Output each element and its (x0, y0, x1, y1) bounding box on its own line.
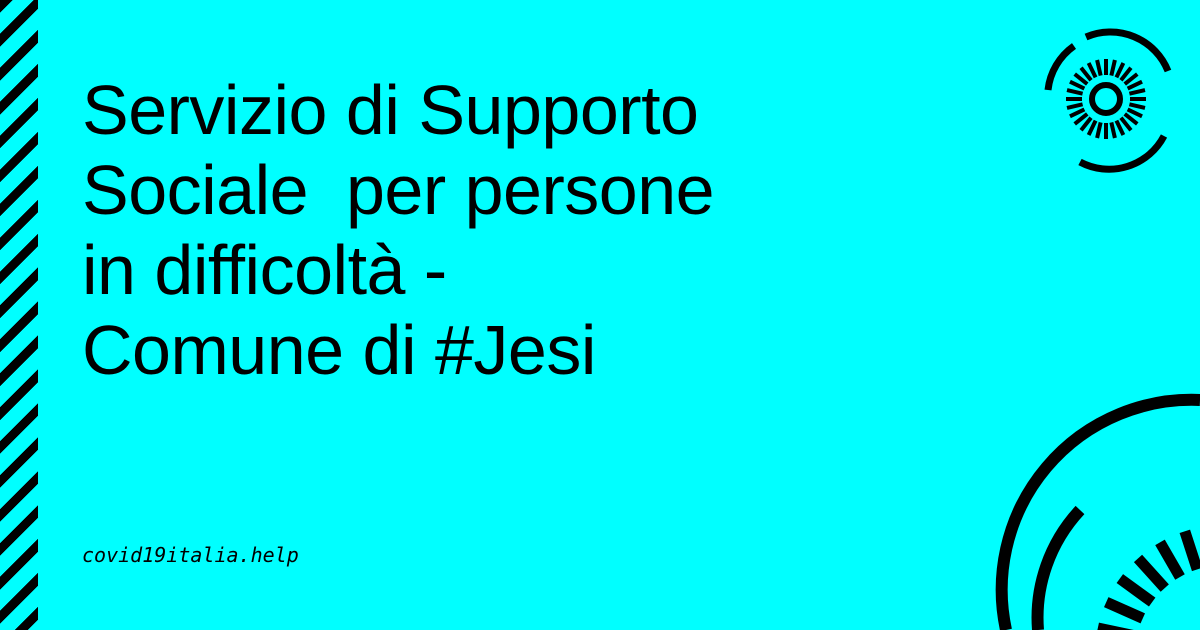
burst-tick (1089, 63, 1096, 77)
burst-tick (1070, 82, 1084, 89)
title-line-1: Servizio di Supporto (82, 71, 699, 149)
burst-tick (1067, 90, 1083, 94)
radial-burst-icon (1036, 24, 1176, 184)
burst-tick (1097, 122, 1101, 138)
site-url: covid19italia.help (82, 543, 299, 567)
title-line-4: Comune di #Jesi (82, 311, 596, 389)
burst-tick (1138, 558, 1165, 588)
burst-tick (1116, 121, 1123, 135)
burst-tick (1111, 60, 1115, 76)
burst-tick (1185, 531, 1197, 569)
radial-burst-icon (990, 380, 1200, 630)
title-line-2: Sociale per persone (82, 151, 715, 229)
burst-tick (1129, 104, 1145, 108)
burst-tick (1129, 90, 1145, 94)
burst-tick (1089, 121, 1096, 135)
burst-tick (1160, 542, 1180, 577)
burst-tick (1120, 579, 1152, 603)
burst-tick (1128, 109, 1142, 116)
burst-tick (1070, 109, 1084, 116)
title-line-3: in difficoltà - (82, 231, 447, 309)
diagonal-stripe-band (0, 0, 38, 630)
page-title (82, 70, 1022, 390)
burst-tick (1106, 602, 1143, 618)
burst-tick (1067, 104, 1083, 108)
burst-tick (1116, 63, 1123, 77)
burst-tick (1097, 60, 1101, 76)
burst-tick (1128, 82, 1142, 89)
burst-tick (1111, 122, 1115, 138)
